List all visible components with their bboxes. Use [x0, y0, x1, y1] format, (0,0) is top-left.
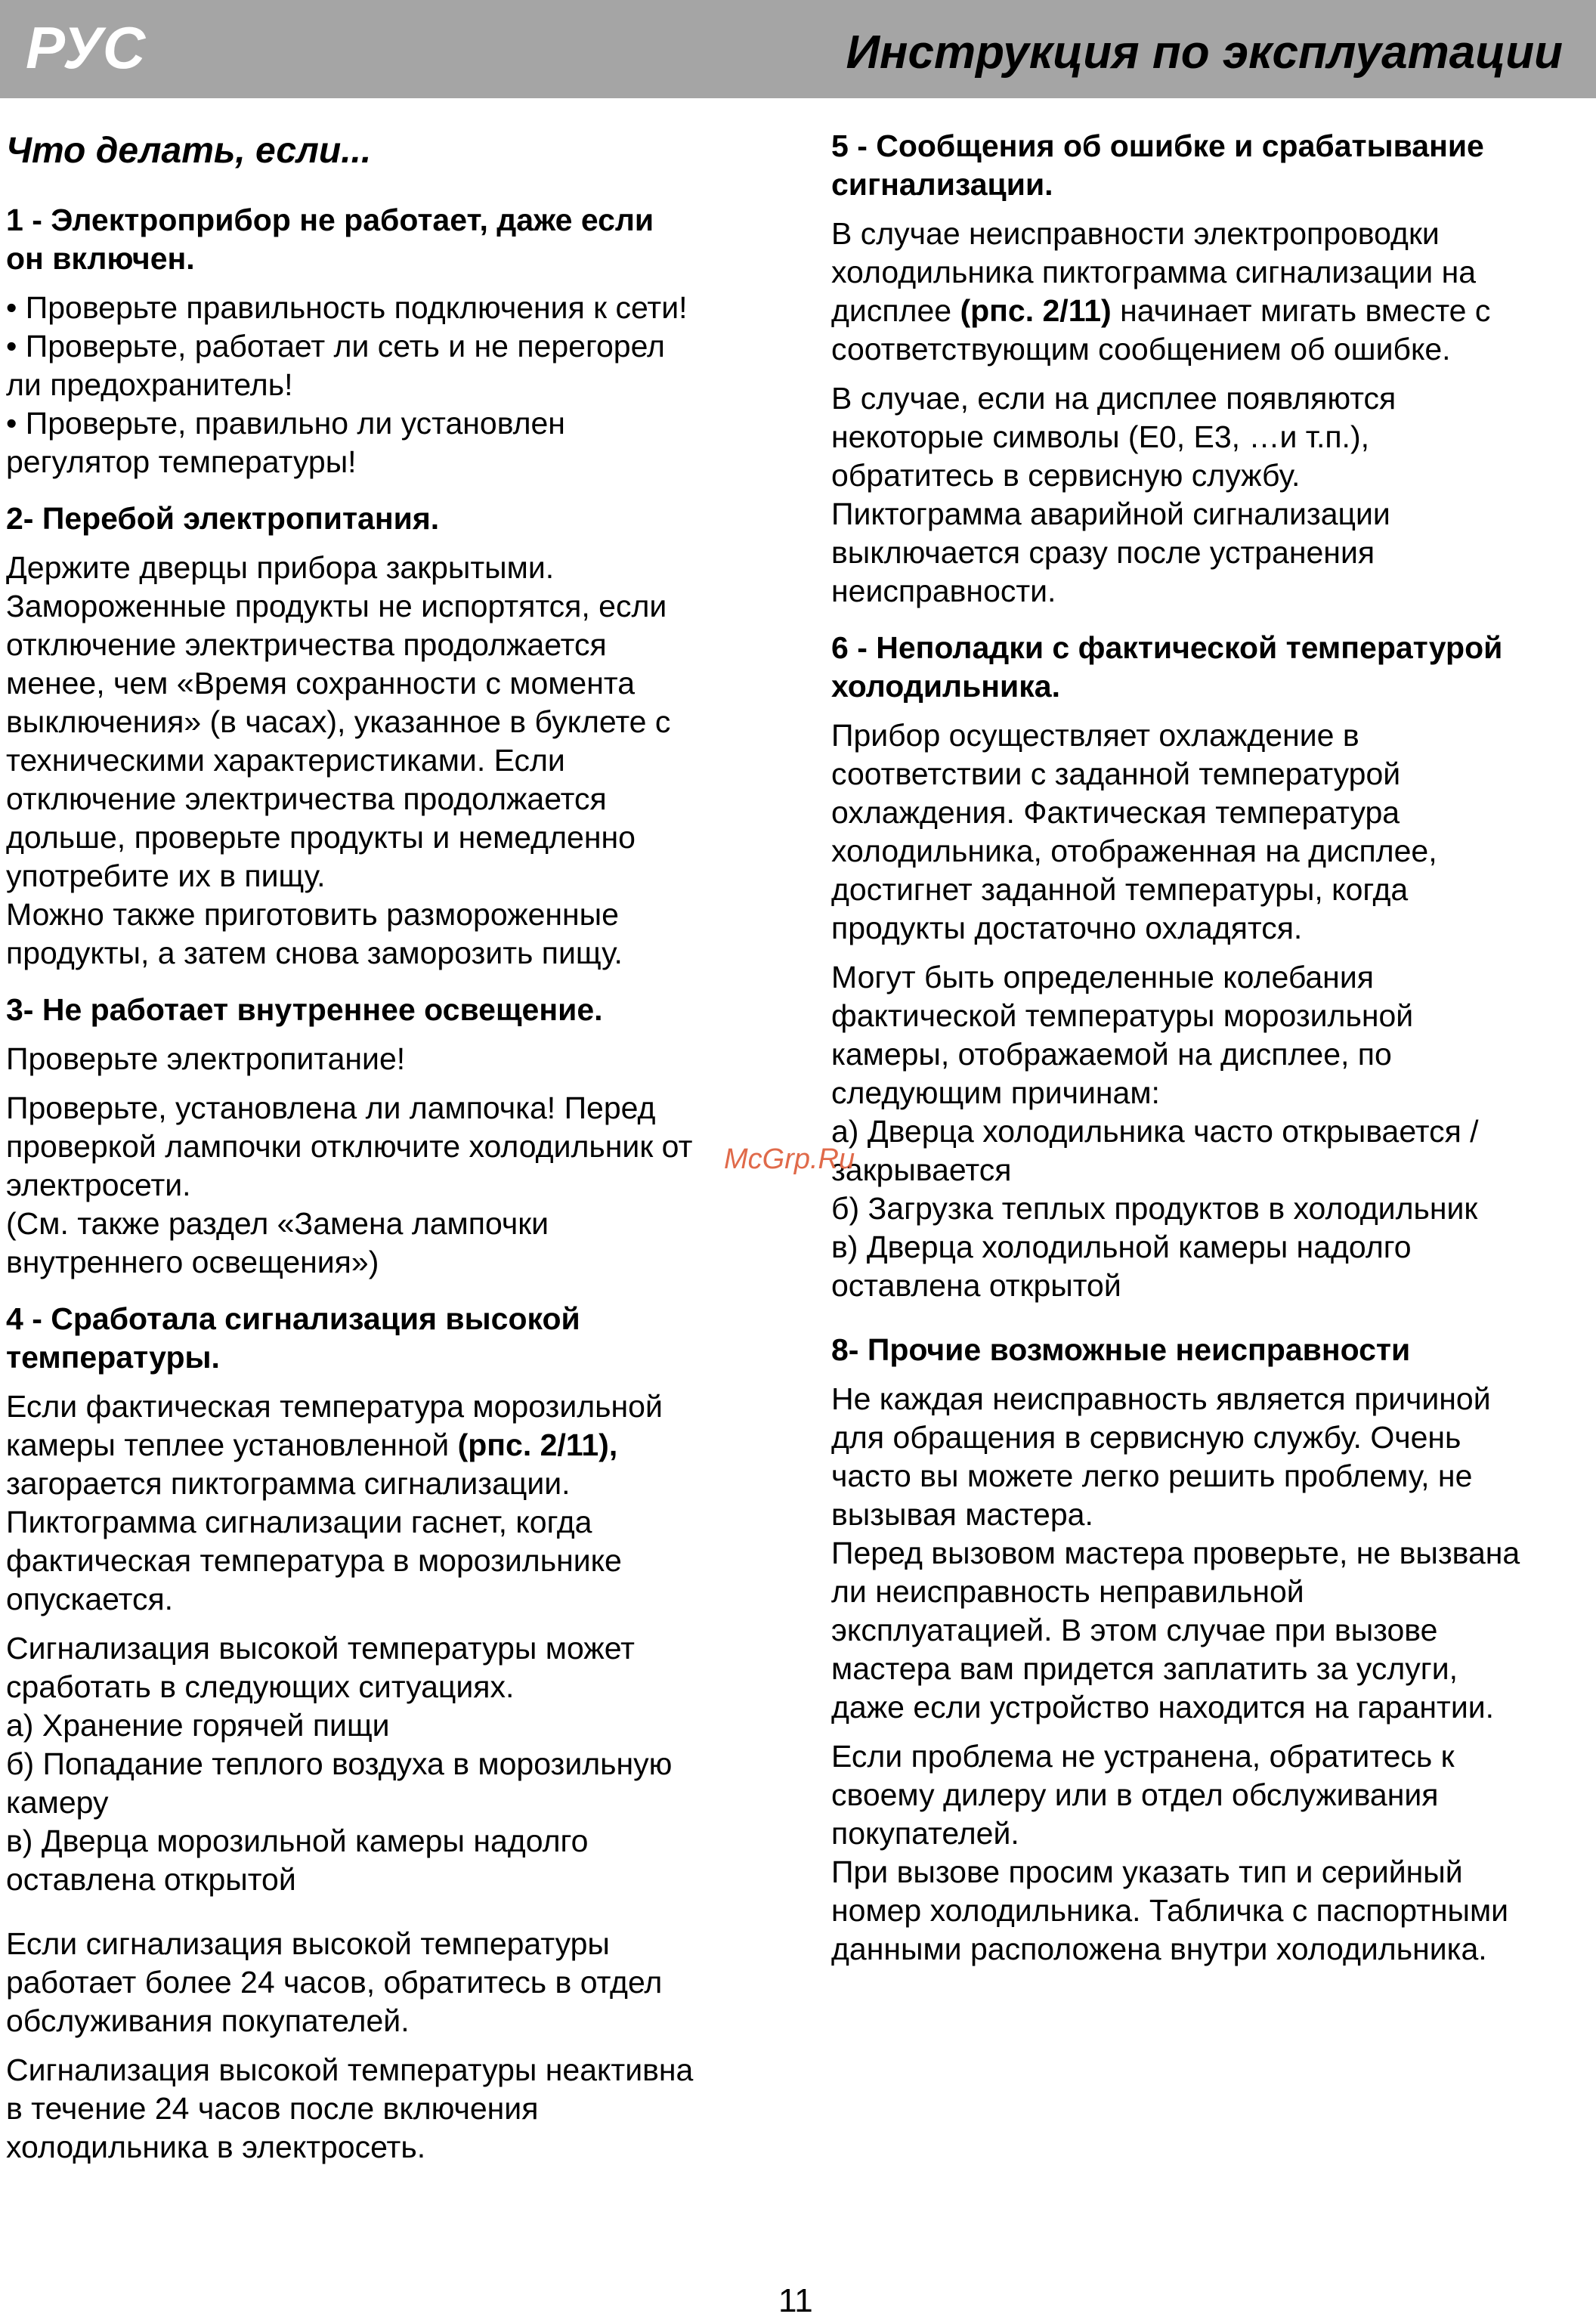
page-heading: Что делать, если...	[6, 131, 372, 171]
section-3	[6, 991, 777, 1282]
left-column	[6, 128, 777, 2185]
document-title: Инструкция по эксплуатации	[846, 26, 1563, 79]
page-number: 11	[778, 2282, 813, 2319]
section-4	[6, 1300, 777, 2167]
section-1-body: • Проверьте правильность подключения к сети! • Проверьте, работает ли сеть и не перегорел ли предохранитель! • Проверьте, правильно ли установлен регулятор температуры!	[6, 290, 688, 479]
watermark: McGrp.Ru	[724, 1143, 855, 1175]
section-4-text-b: загорается пиктограмма сигнализации. Пиктограмма сигнализации гаснет, когда фактическая температура в морозильнике опускается.	[6, 1466, 622, 1616]
section-3-paragraph-1: Проверьте электропитание!	[6, 1041, 406, 1076]
section-4-figure-ref: (рпс. 2/11),	[457, 1428, 618, 1462]
section-8	[831, 1331, 1587, 1969]
section-4-text-a: Если фактическая температура морозильной камеры теплее установленной	[6, 1389, 663, 1462]
section-5-text-b: начинает мигать вместе с соответствующим сообщением об ошибке.	[831, 293, 1491, 367]
section-3-heading: 3- Не работает внутреннее освещение.	[6, 992, 603, 1027]
section-2-body: Держите дверцы прибора закрытыми. Замороженные продукты не испортятся, если отключение электричества продолжается менее, чем «Время сохранности с момента выключения» (в часах), указанное в буклете с техническими характеристиками. Если отключение электричества продолжается дольше, проверьте продукты и немедленно употребите их в пищу. Можно также приготовить размороженные продукты, а затем снова заморозить пищу.	[6, 550, 671, 970]
section-4-paragraph-1	[6, 1387, 777, 1619]
section-5-paragraph-1	[831, 215, 1587, 369]
section-1-heading: 1 - Электроприбор не работает, даже если он включен.	[6, 203, 654, 276]
section-4-paragraph-3: Если сигнализация высокой температуры работает более 24 часов, обратитесь в отдел обслуживания покупателей.	[6, 1926, 663, 2038]
section-5-figure-ref: (рпс. 2/11)	[960, 293, 1112, 328]
section-6-heading: 6 - Неполадки с фактической температурой холодильника.	[831, 630, 1503, 704]
language-label: РУС	[26, 14, 146, 81]
section-5-heading: 5 - Сообщения об ошибке и срабатывание сигнализации.	[831, 128, 1484, 202]
section-2-heading: 2- Перебой электропитания.	[6, 501, 440, 536]
section-5-paragraph-2: В случае, если на дисплее появляются некоторые символы (Е0, Е3, …и т.п.), обратитесь в сервисную службу. Пиктограмма аварийной сигнализации выключается сразу после устранения неисправности.	[831, 381, 1396, 608]
section-4-heading: 4 - Сработала сигнализация высокой температуры.	[6, 1301, 580, 1375]
section-8-heading: 8- Прочие возможные неисправности	[831, 1332, 1411, 1367]
section-2	[6, 500, 777, 973]
section-6-paragraph-1: Прибор осуществляет охлаждение в соответствии с заданной температурой охлаждения. Фактическая температура холодильника, отображенная на дисплее, достигнет заданной температуры, когда продукты достаточно охладятся.	[831, 718, 1437, 945]
section-5	[831, 127, 1587, 611]
section-1	[6, 201, 777, 481]
section-8-paragraph-2: Если проблема не устранена, обратитесь к своему дилеру или в отдел обслуживания покупателей. При вызове просим указать тип и серийный номер холодильника. Табличка с паспортными данными расположена внутри холодильника.	[831, 1739, 1509, 1966]
page-header	[0, 0, 1596, 98]
section-6-paragraph-2: Могут быть определенные колебания фактической температуры морозильной камеры, отображаемой на дисплее, по следующим причинам: а) Дверца холодильника часто открывается / закрывается б) Загрузка теплых продуктов в холодильник в) Дверца холодильной камеры надолго оставлена открытой	[831, 960, 1479, 1303]
section-6	[831, 629, 1587, 1305]
section-4-paragraph-2: Сигнализация высокой температуры может сработать в следующих ситуациях. а) Хранение горячей пищи б) Попадание теплого воздуха в морозильную камеру в) Дверца морозильной камеры надолго оставлена открытой	[6, 1631, 673, 1897]
section-3-paragraph-2: Проверьте, установлена ли лампочка! Перед проверкой лампочки отключите холодильник от электросети. (См. также раздел «Замена лампочки внутреннего освещения»)	[6, 1090, 693, 1279]
section-8-paragraph-1: Не каждая неисправность является причиной для обращения в сервисную службу. Очень часто вы можете легко решить проблему, не вызывая мастера. Перед вызовом мастера проверьте, не вызвана ли неисправность неправильной эксплуатацией. В этом случае при вызове мастера вам придется заплатить за услуги, даже если устройство находится на гарантии.	[831, 1381, 1520, 1725]
right-column	[831, 127, 1587, 1987]
section-4-paragraph-4: Сигнализация высокой температуры неактивна в течение 24 часов после включения холодильника в электросеть.	[6, 2052, 694, 2164]
section-5-text-a: В случае неисправности электропроводки холодильника пиктограмма сигнализации на дисплее	[831, 216, 1477, 328]
